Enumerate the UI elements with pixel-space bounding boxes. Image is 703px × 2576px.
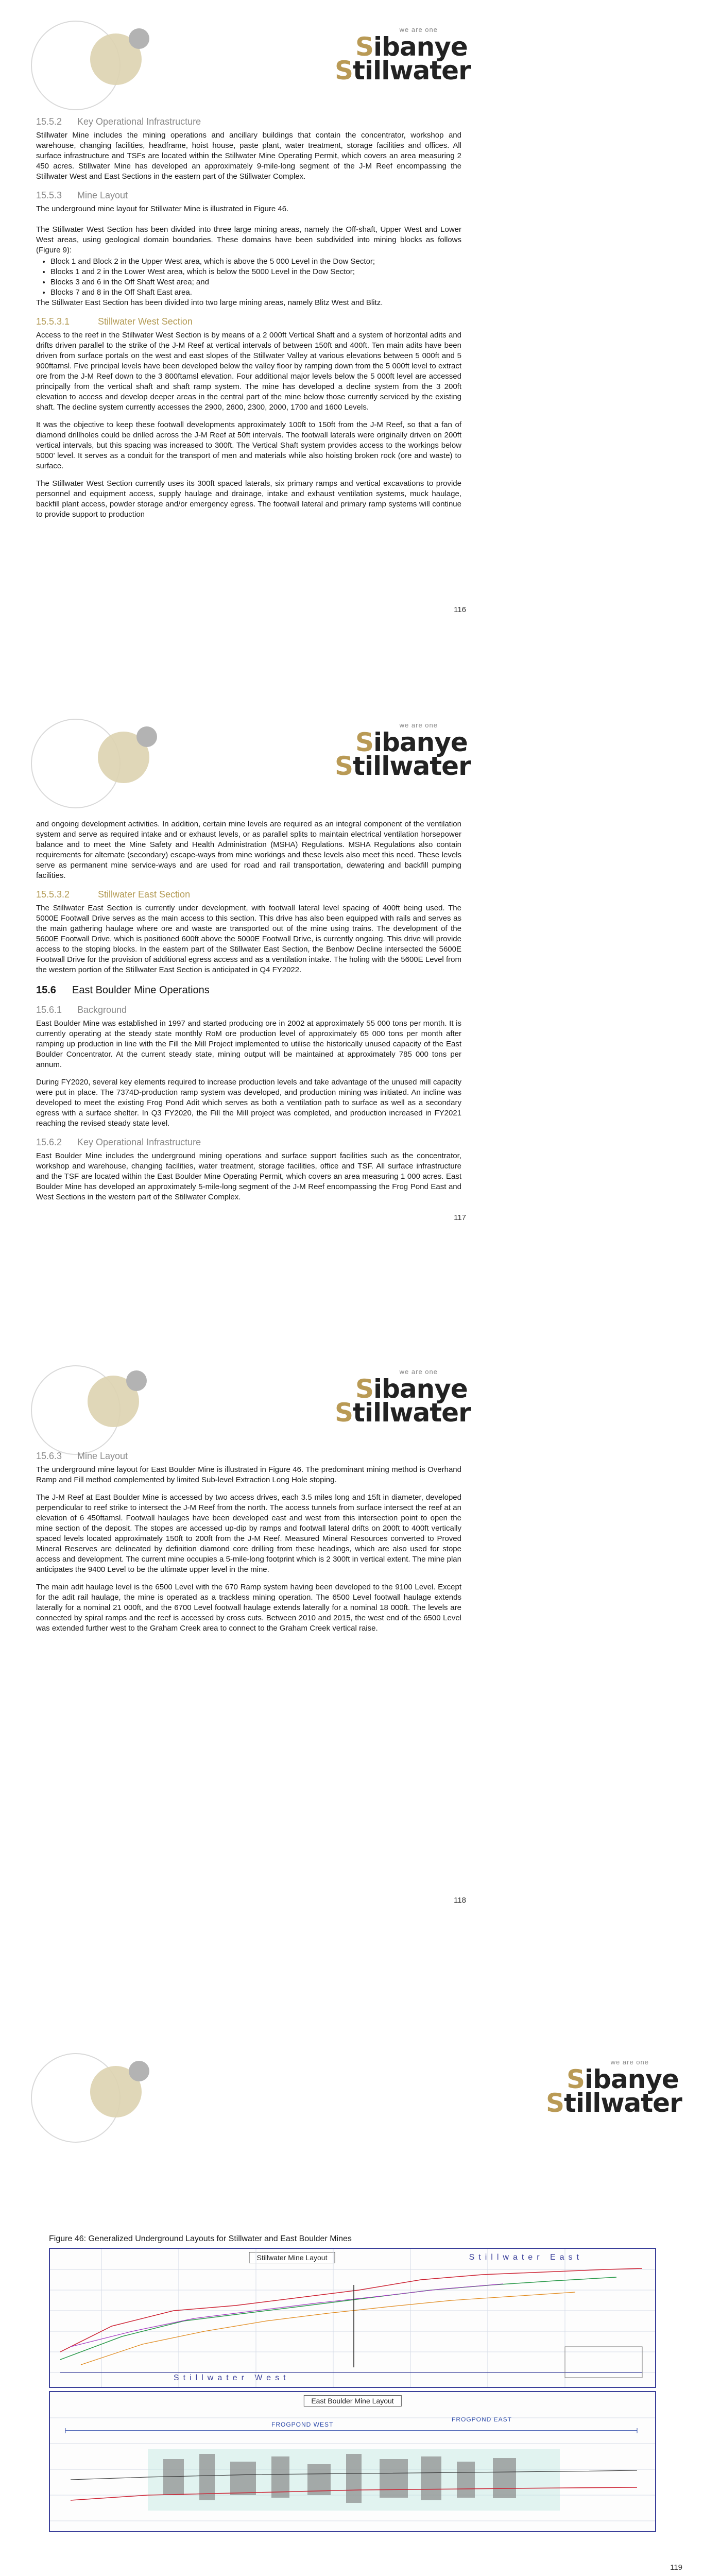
sibanye-stillwater-logo: we are one Sibanye Stillwater	[335, 1368, 471, 1428]
stillwater-layout-drawing	[50, 2249, 655, 2387]
decorative-grey-circle	[136, 726, 157, 747]
paragraph: It was the objective to keep these footwall developments approximately 100ft to 150ft from the J-M Reef, so that a fan of diamond drillholes could be drilled across the J-M Reef at 50ft intervals. The footwall laterals were originally driven on 200ft vertical intervals, but this spacing was increased to 300ft. The Vertical Shaft system provides access to the workings below 5000’ level. It serves as a conduit for the transport of men and materials while also hoisting broken rock (ore and waste) to surface.	[36, 420, 461, 470]
page-117	[0, 652, 703, 1303]
page-number: 118	[454, 1896, 466, 1905]
paragraph: The underground mine layout for Stillwater Mine is illustrated in Figure 46.	[36, 205, 289, 213]
east-boulder-mine-layout-figure	[49, 2391, 656, 2532]
logo-tagline: we are one	[399, 26, 438, 33]
page-number: 119	[670, 2563, 682, 2572]
page-116-body	[36, 108, 461, 527]
sibanye-stillwater-logo: we are one Sibanye Stillwater	[335, 721, 471, 781]
heading-15-6: 15.6 East Boulder Mine Operations	[36, 985, 210, 996]
paragraph: East Boulder Mine includes the underground mining operations and surface support facilities such as the concentrator, workshop and warehouse, changing facilities, water treatment, storage facilities, office and TSF. All surface infrastructure and the TSF are located within the East Boulder Mine Operating Permit, which covers an area measuring 1 000 acres. East Boulder Mine has developed an approximately 5-mile-long segment of the J-M Reef encompassing the Frog Pond East and West Sections in the western part of the Stillwater Complex.	[36, 1151, 461, 1201]
paragraph: East Boulder Mine was established in 1997 and started producing ore in 2002 at approximately 55 000 tons per month. It is currently operating at the steady state monthly RoM ore production level of approximately 65 000 tons per month after ramping up production in line with the Fill the Mill Project implemented to utilise the historically unused capacity of the East Boulder Concentrator. At the current steady state, mining output will be maintained at approximately 785 000 tons per annum.	[36, 1019, 461, 1069]
sibanye-stillwater-logo: we are one Sibanye Stillwater	[335, 26, 471, 86]
decorative-grey-circle	[129, 2061, 149, 2081]
heading-15-5-3-1: 15.5.3.1 Stillwater West Section	[36, 316, 193, 327]
paragraph: The Stillwater East Section is currently under development, with footwall lateral level spacing of 400ft being used. The 5000E Footwall Drive serves as the main access to this section. This drive has also been equipped with rails and serves as the main gathering haulage where ore and waste are transported out of the mine using trains. The development of the 5600E Footwall Drive, which is positioned 600ft above the 5000E Footwall Drive, is currently ongoing. This drive will provide access to the stoping blocks. In the eastern part of the Stillwater East Section, the Benbow Decline intersected the 5600E Footwall Drive for the provision of additional egress access and as a ventilation intake. The holing with the 5600E Level from the western portion of the Stillwater East Section is anticipated in Q4 FY2022.	[36, 904, 461, 974]
page-116	[0, 0, 703, 652]
list-item: • Blocks 1 and 2 in the Lower West area, which is below the 5000 Level in the Dow Sector;	[50, 267, 461, 277]
heading-15-5-3: 15.5.3 Mine Layout	[36, 190, 128, 200]
paragraph: Access to the reef in the Stillwater West Section is by means of a 2 000ft Vertical Shaft and a system of horizontal adits and drifts driven parallel to the strike of the J-M Reef at vertical intervals of between 150ft and 400ft. Ten main adits have been driven from surface portals on the west and east slopes of the Stillwater Valley at various elevations between 5 000ft and 5 900ftamsl. Five principal levels have been developed below the valley floor by ramping down from the 5 000ft level to extract ore from the J-M Reef down to the 3 800ftamsl elevation. Four additional major levels below the 5 000ft level are accessed principally from the vertical shaft and shaft ramp system. The mine has developed a decline system from the 3 200ft elevation to access and develop deeper areas in the central part of the mine below those currently serviced by the existing shaft. The decline system currently accesses the 2900, 2600, 2300, 2000, 1700 and 1600 Levels.	[36, 331, 461, 412]
paragraph: The Stillwater East Section has been divided into two large mining areas, namely Blitz West and Blitz.	[36, 298, 383, 307]
decorative-grey-circle	[129, 28, 149, 49]
east-boulder-layout-drawing	[50, 2392, 655, 2531]
heading-15-5-2: 15.5.2 Key Operational Infrastructure	[36, 116, 201, 127]
paragraph: The Stillwater West Section has been divided into three large mining areas, namely the Off-shaft, Upper West and Lower West areas, using geological domain boundaries. These domains have been subdivided into mining blocks as follows (Figure 9):	[36, 225, 461, 255]
frogpond-west-label: FROGPOND WEST	[271, 2421, 334, 2428]
page-number: 117	[454, 1213, 466, 1222]
mining-block-list	[36, 257, 461, 298]
heading-15-6-2: 15.6.2 Key Operational Infrastructure	[36, 1137, 201, 1147]
figure-title: Stillwater Mine Layout	[249, 2252, 335, 2263]
decorative-grey-circle	[126, 1370, 147, 1391]
paragraph: Stillwater Mine includes the mining operations and ancillary buildings that contain the concentrator, workshop and warehouse, changing facilities, headframe, hoist house, paste plant, water treatment, storage facilities and offices. All surface infrastructure and TSFs are located within the Stillwater Mine Operating Permit, which covers an area measuring 2 450 acres. Stillwater Mine has developed an approximately 9-mile-long segment of the J-M Reef encompassing the Stillwater West and East Sections in the eastern part of the Stillwater Complex.	[36, 131, 461, 181]
heading-15-6-1: 15.6.1 Background	[36, 1005, 127, 1015]
list-item: • Blocks 3 and 6 in the Off Shaft West area; and	[50, 277, 461, 287]
figure-caption: Figure 46: Generalized Underground Layouts for Stillwater and East Boulder Mines	[49, 2234, 352, 2243]
paragraph: and ongoing development activities. In addition, certain mine levels are required as an integral component of the ventilation system and serve as required intake and or exhaust levels, or as parallel splits to maintain electrical ventilation horsepower balance and to meet the Mine Safety and Health Administration (MSHA) Regulations. MSHA Regulations also contain requirements for alternate (secondary) escape-ways from mine workings and these levels also meet this need. These levels serve as permanent mine service-ways and are used for road and rail transportation, dewatering and backfill pumping facilities.	[36, 820, 461, 880]
paragraph: The J-M Reef at East Boulder Mine is accessed by two access drives, each 3.5 miles long and 15ft in diameter, developed perpendicular to reef strike to intersect the J-M Reef from the north. The access tunnels from surface intersect the reef at an elevation of 6 450ftamsl. Footwall haulages have been developed east and west from this intersection point to open the mine section of the deposit. The stopes are accessed up-dip by ramps and footwall lateral drifts on 200ft to 400ft vertically spaced levels located approximately 150ft to 200ft from the J-M Reef. Measured Mineral Resources converted to Proved Mineral Reserves are delineated by definition diamond core drilling from these headings, which are also used for stope access and development. The current mine occupies a 5-mile-long footprint which is 2 300ft in vertical extent. The mine plan anticipates the 9400 Level to be the ultimate upper level in the mine.	[36, 1493, 461, 1574]
sibanye-stillwater-logo: we are one Sibanye Stillwater	[546, 2058, 682, 2118]
page-119	[0, 1955, 703, 2576]
stillwater-west-label: Stillwater West	[174, 2374, 290, 2382]
page-number: 116	[454, 605, 466, 614]
list-item: • Blocks 7 and 8 in the Off Shaft East area.	[50, 287, 461, 298]
stillwater-east-label: Stillwater East	[469, 2253, 583, 2262]
heading-15-5-3-2: 15.5.3.2 Stillwater East Section	[36, 889, 191, 900]
paragraph: The main adit haulage level is the 6500 Level with the 670 Ramp system having been developed to the 9100 Level. Except for the adit rail haulage, the mine is operated as a trackless mining operation. The 6500 Level footwall haulage extends laterally for a nominal 21 000ft, and the 6700 Level footwall haulage extends laterally for a nominal 18 000ft. The levels are connected by spiral ramps and the reef is accessed by cross cuts. Between 2010 and 2015, the west end of the 6500 Level was extended further west to the Graham Creek area to connect to the Graham Creek vertical raise.	[36, 1583, 461, 1633]
paragraph: The Stillwater West Section currently uses its 300ft spaced laterals, six primary ramps and vertical excavations to provide personnel and equipment access, supply haulage and drainage, intake and exhaust ventilation systems, muck haulage, backfill plant access, powder storage and/or emergency egress. The footwall lateral and primary ramp systems will continue to provide support to production	[36, 479, 461, 519]
page-118-body	[36, 1443, 461, 1641]
page-117-body	[36, 819, 461, 1210]
paragraph: The underground mine layout for East Boulder Mine is illustrated in Figure 46. The predominant mining method is Overhand Ramp and Fill method complemented by limited Sub-level Extraction Long Hole stoping.	[36, 1465, 461, 1484]
stillwater-mine-layout-figure	[49, 2248, 656, 2388]
page-118	[0, 1303, 703, 1955]
frogpond-east-label: FROGPOND EAST	[452, 2416, 512, 2423]
figure-title: East Boulder Mine Layout	[303, 2395, 401, 2406]
paragraph: During FY2020, several key elements required to increase production levels and take advantage of the unused mill capacity were put in place. The 7374D-production ramp system was developed, and production mining was initiated. An incline was developed to meet the existing Frog Pond Adit which serves as both a ventilation path to surface as well as a secondary egress with a surface shelter. In Q3 FY2020, the Fill the Mill project was completed, and production increased in FY2021 reaching the revised steady state level.	[36, 1078, 461, 1128]
heading-15-6-3: 15.6.3 Mine Layout	[36, 1451, 128, 1461]
list-item: • Block 1 and Block 2 in the Upper West area, which is above the 5 000 Level in the Dow Sector;	[50, 257, 461, 267]
